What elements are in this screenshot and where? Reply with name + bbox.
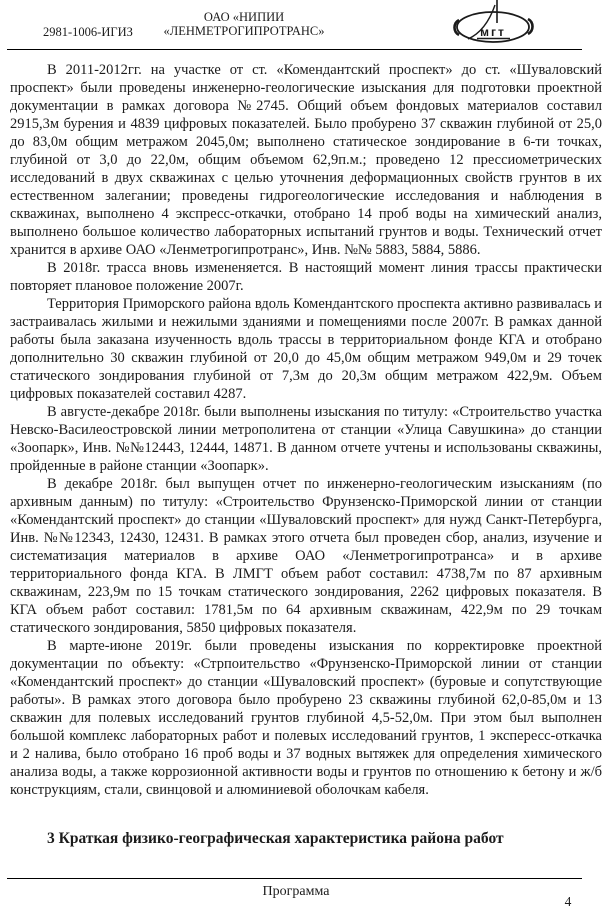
paragraph-route-2018: В 2018г. трасса вновь измененяется. В настоящий момент линия трассы практически повторяет плановое положение 2007г. [10,260,602,294]
paragraph-survey-aug-dec-2018: В августе-декабре 2018г. были выполнены изыскания по титулу: «Строительство участка Невско-Василеостровской линии метрополитена от станции «Улица Савушкина» до станции «Зоопарк», Инв. №№12443, 12444, 14871. В данном отчете учтены и использованы скважины, пройденные в районе станции «Зоопарк». [10,404,602,474]
organization-name-line2: «ЛЕНМЕТРОГИПРОТРАНС» [163,23,325,38]
metro-logo-icon [444,0,548,48]
organization-name-line1: ОАО «НИПИИ [203,10,285,24]
organization-name [129,11,359,38]
company-logo [444,0,548,48]
paragraph-survey-2011-2012: В 2011-2012гг. на участке от ст. «Комендантский проспект» до ст. «Шуваловский проспект» были проведены инженерно-геологические изыскания для подготовки проектной документации в рамках договора №2745. Общий объем фондовых материалов составил 2915,3м бурения и 4839 цифровых показателей. Было пробурено 37 скважин глубиной от 25,0 до 83,0м общим метражом 2045,0м; выполнено статическое зондирование в 6-ти точках, глубиной от 3,0 до 22,0м, общим объемом 62,9п.м.; проведено 12 прессиометрических исследований в двух скважинах с целью уточнения деформационных свойств грунтов в их естественном залегании; проведены гидрогеологические исследования и наблюдения в скважинах, выполнено 4 экспресс-откачки, отобрано 14 проб воды на химический анализ, выполнено большое количество лабораторных испытаний грунтов и воды. Технический отчет хранится в архиве ОАО «Ленметрогипротранс», Инв. №№ 5883, 5884, 5886. [10,62,602,258]
paragraph-survey-2019: В марте-июне 2019г. были проведены изыскания по корректировке проектной документации по объекту: «Стрпоительство «Фрунзенско-Приморской линии от станции «Комендантский проспект» до станции «Шуваловский проспект» (буровые и сопутствующие работы». В рамках этого договора было пробурено 23 скважины глубиной 62,0-85,0м и 13 скважин для полевых исследований грунтов глубиной 4,5-52,0м. При этом был выполнен большой комплекс лабораторных работ и полевых исследований грунтов, 1 экспересс-откачка и 2 налива, было отобрано 16 проб воды и 37 водных вытяжек для определения химического анализа воды, а также коррозионной активности воды и грунтов по отношению к бетону и ж/б конструкциям, стали, свинцовой и алюминиевой оболочкам кабеля. [10,638,602,798]
logo-text: мгт [480,25,506,39]
header-divider [7,49,582,50]
page-number: 4 [564,894,572,909]
footer-label: Программа [262,884,330,899]
document-number: 2981-1006-ИГИЗ [43,25,133,39]
footer-divider [7,878,582,879]
document-body [10,61,602,849]
paragraph-primorsky-district: Территория Приморского района вдоль Комендантского проспекта активно развивалась и застраивалась жилыми и нежилыми зданиями и помещениями после 2007г. В рамках данной работы была заказана изученность вдоль трассы в территориальном фонде КГА и отобрано дополнительно 30 скважин глубиной от 20,0 до 45,0м общим метражом 949,0м и 29 точек статического зондирования глубиной от 7,3м до 20,3м общим метражом 422,9м. Объем цифровых показателей составил 4287. [10,296,602,402]
section-heading: 3 Краткая физико-географическая характеристика района работ [47,830,504,847]
paragraph-report-dec-2018: В декабре 2018г. был выпущен отчет по инженерно-геологическим изысканиям (по архивным данным) по титулу: «Строительство Фрунзенско-Приморской линии от станции «Комендантский проспект» до станции «Шуваловский проспект» для нужд Санкт-Петербурга, Инв. №№12343, 12430, 12431. В рамках этого отчета был проведен сбор, анализ, изучение и систематизация материалов в архиве ОАО «Ленметрогипротранса» и в архиве территориального фонда КГА. В ЛМГТ объем работ составил: 4738,7м по 87 архивным скважинам, 223,9м по 15 точкам статического зондирования, 2262 цифровых показателя. В КГА объем работ составил: 1781,5м по 64 архивным скважинам, 422,9м по 29 точкам статического зондирования, 5850 цифровых показателя. [10,476,602,636]
